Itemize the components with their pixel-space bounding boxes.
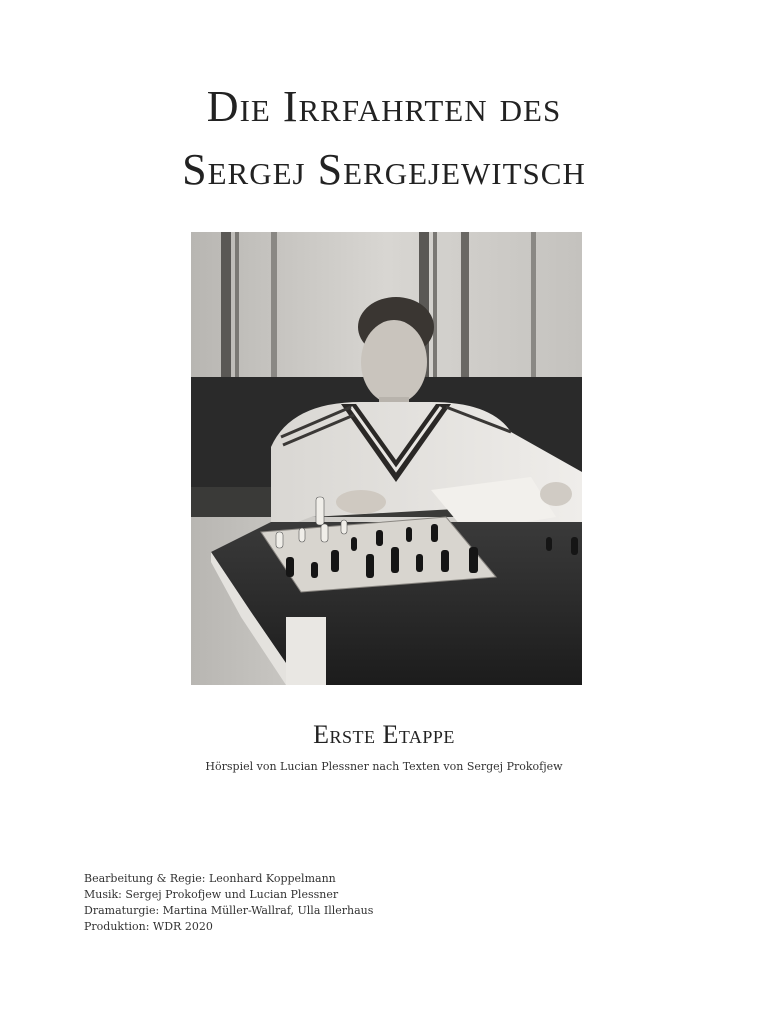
credit-line: Bearbeitung & Regie: Leonhard Koppelmann xyxy=(84,872,336,885)
title-line-2: Sergej Sergejewitsch xyxy=(182,145,586,194)
credit-line: Musik: Sergej Prokofjew und Lucian Plessner xyxy=(84,888,339,901)
credit-line: Produktion: WDR 2020 xyxy=(84,920,213,933)
title-line-1: Die Irrfahrten des xyxy=(206,82,562,131)
cover-photo xyxy=(191,232,582,685)
byline: Hörspiel von Lucian Plessner nach Texten von Sergej Prokofjew xyxy=(205,760,563,773)
credits xyxy=(84,871,373,935)
credit-line: Dramaturgie: Martina Müller-Wallraf, Ulla Illerhaus xyxy=(84,904,374,917)
subtitle: Erste Etappe xyxy=(313,720,455,749)
